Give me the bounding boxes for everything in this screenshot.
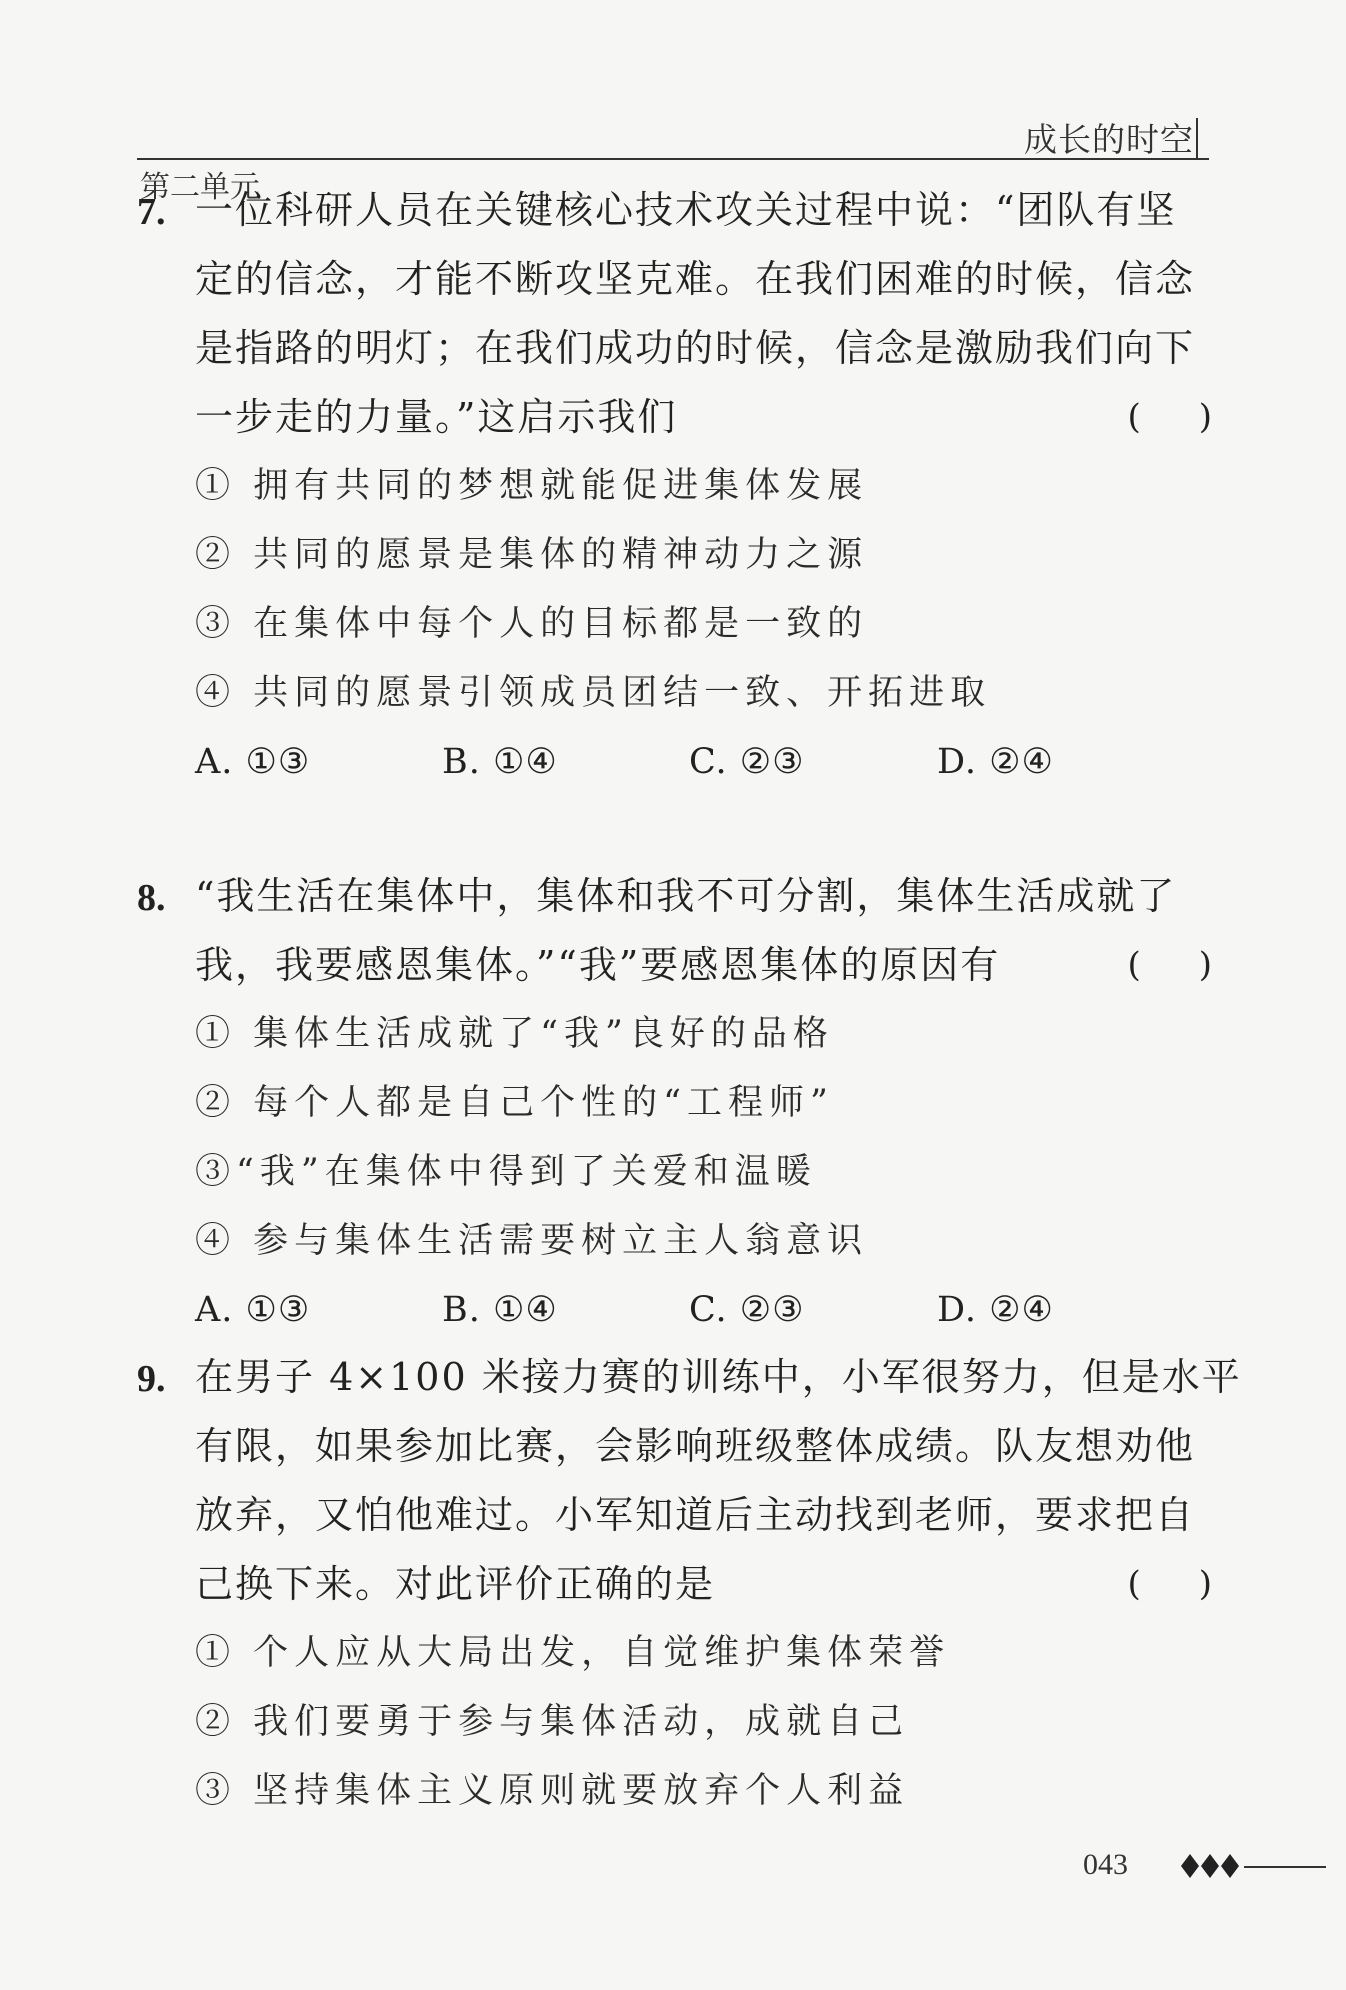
bracket-open: (	[1127, 945, 1141, 985]
stem-line-last	[195, 931, 1212, 1000]
question-number: 9.	[137, 1358, 166, 1400]
option-item: ② 共同的愿景是集体的精神动力之源	[195, 535, 869, 575]
option-item: ① 个人应从大局出发，自觉维护集体荣誉	[195, 1633, 951, 1673]
choice-a[interactable]: A. ①③	[195, 1290, 311, 1330]
choice-d[interactable]: D. ②④	[937, 1290, 1054, 1330]
answer-bracket[interactable]	[1127, 1550, 1212, 1619]
bracket-close: )	[1198, 397, 1212, 437]
question-number: 7.	[137, 191, 166, 233]
stem-line: 放弃，又怕他难过。小军知道后主动找到老师，要求把自	[195, 1493, 1196, 1537]
stem-text: 一步走的力量。”这启示我们	[195, 395, 678, 439]
question-stem	[195, 1343, 1242, 1619]
option-item: ③“我”在集体中得到了关爱和温暖	[195, 1152, 817, 1192]
option-item: ① 拥有共同的梦想就能促进集体发展	[195, 466, 869, 506]
option-item: ④ 参与集体生活需要树立主人翁意识	[195, 1221, 869, 1261]
stem-line-last	[195, 383, 1212, 452]
option-item: ① 集体生活成就了“我”良好的品格	[195, 1014, 834, 1054]
stem-text: 己换下来。对此评价正确的是	[195, 1562, 716, 1606]
choice-d[interactable]: D. ②④	[937, 742, 1054, 782]
option-item: ② 每个人都是自己个性的“工程师”	[195, 1083, 834, 1123]
stem-line: 在男子 4×100 米接力赛的训练中，小军很努力，但是水平	[195, 1355, 1242, 1399]
bracket-close: )	[1198, 945, 1212, 985]
stem-line-last	[195, 1550, 1212, 1619]
stem-line: 有限，如果参加比赛，会影响班级整体成绩。队友想劝他	[195, 1424, 1196, 1468]
question-8	[137, 862, 1212, 1345]
page-number: 043	[1083, 1848, 1128, 1881]
question-9	[137, 1343, 1242, 1826]
answer-bracket[interactable]	[1127, 931, 1212, 1000]
option-item: ③ 坚持集体主义原则就要放弃个人利益	[195, 1771, 910, 1811]
question-stem	[195, 862, 1212, 1000]
stem-line: 是指路的明灯；在我们成功的时候，信念是激励我们向下	[195, 326, 1196, 370]
unit-label: 第二单元	[140, 170, 260, 205]
choice-b[interactable]: B. ①④	[442, 1290, 558, 1330]
option-item: ④ 共同的愿景引领成员团结一致、开拓进取	[195, 673, 992, 713]
question-7	[137, 176, 1212, 797]
diamond-ornament-icon	[1180, 1852, 1240, 1880]
choice-c[interactable]: C. ②③	[689, 1290, 805, 1330]
choice-b[interactable]: B. ①④	[442, 742, 558, 782]
answer-choices	[195, 728, 1212, 797]
choice-c[interactable]: C. ②③	[689, 742, 805, 782]
stem-line: “我生活在集体中，集体和我不可分割，集体生活成就了	[195, 874, 1177, 918]
header-rule-tick	[1196, 118, 1198, 158]
option-item: ③ 在集体中每个人的目标都是一致的	[195, 604, 869, 644]
stem-line: 一位科研人员在关键核心技术攻关过程中说：“团队有坚	[195, 188, 1177, 232]
bracket-close: )	[1198, 1564, 1212, 1604]
answer-choices	[195, 1276, 1212, 1345]
stem-text: 我，我要感恩集体。”“我”要感恩集体的原因有	[195, 943, 1001, 987]
bracket-open: (	[1127, 1564, 1141, 1604]
question-stem	[195, 176, 1212, 452]
choice-a[interactable]: A. ①③	[195, 742, 311, 782]
stem-line: 定的信念，才能不断攻坚克难。在我们困难的时候，信念	[195, 257, 1196, 301]
footer-rule	[1244, 1866, 1326, 1868]
question-number: 8.	[137, 877, 166, 919]
answer-bracket[interactable]	[1127, 383, 1212, 452]
header-title: 成长的时空	[1024, 120, 1194, 159]
bracket-open: (	[1127, 397, 1141, 437]
option-item: ② 我们要勇于参与集体活动，成就自己	[195, 1702, 910, 1742]
